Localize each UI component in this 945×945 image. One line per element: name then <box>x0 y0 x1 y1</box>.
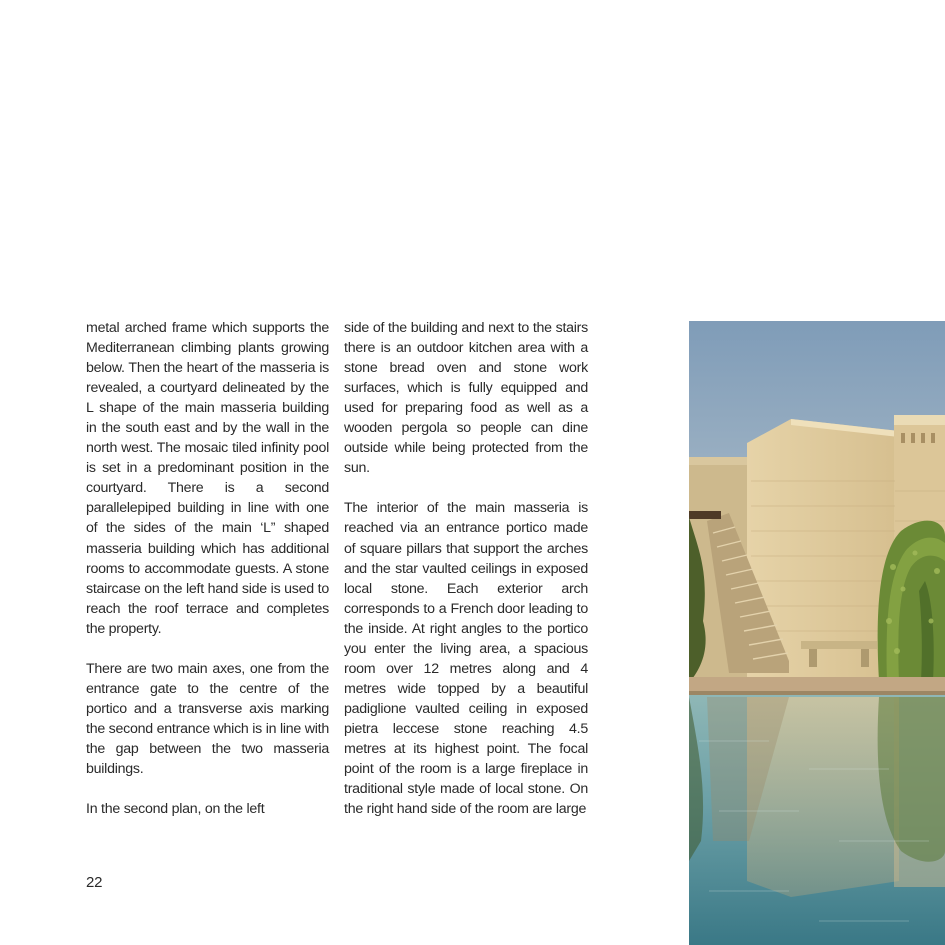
text-column-right <box>344 318 588 819</box>
text-column-left <box>86 318 329 819</box>
page-number: 22 <box>86 874 103 891</box>
paragraph: metal arched frame which supports the Mediterranean climbing plants growing below. Then the heart of the masseria is revealed, a courtyard delineated by the L shape of the main masseria building in the south east and by the wall in the north west. The mosaic tiled infinity pool is set in a predominant position in the courtyard. There is a second parallelepiped building in line with one of the sides of the main ‘L” shaped masseria building which has additional rooms to accommodate guests. A stone staircase on the left hand side is used to reach the roof terrace and completes the property. <box>86 320 329 637</box>
paragraph: There are two main axes, one from the entrance gate to the centre of the portico and a transverse axis marking the second entrance which is in line with the gap between the two masseria buildings. <box>86 660 329 778</box>
paragraph: In the second plan, on the left <box>86 801 265 818</box>
paragraph: The interior of the main masseria is reached via an entrance portico made of square pillars that support the arches and the star vaulted ceilings in exposed local stone. Each exterior arch corresponds to a French door leading to the inside. At right angles to the portico you enter the living area, a spacious room over 12 metres along and 4 metres wide topped by a beautiful padiglione vaulted ceiling in exposed pietra leccese stone reaching 4.5 metres at its highest point. The focal point of the room is a large fireplace in traditional style made of local stone. On the right hand side of the room are large <box>344 500 588 818</box>
masseria-courtyard-photo <box>689 321 945 945</box>
paragraph: side of the building and next to the stairs there is an outdoor kitchen area with a stone bread oven and stone work surfaces, which is fully equipped and used for preparing food as well as a wooden pergola so people can dine outside while being protected from the sun. <box>344 320 588 477</box>
